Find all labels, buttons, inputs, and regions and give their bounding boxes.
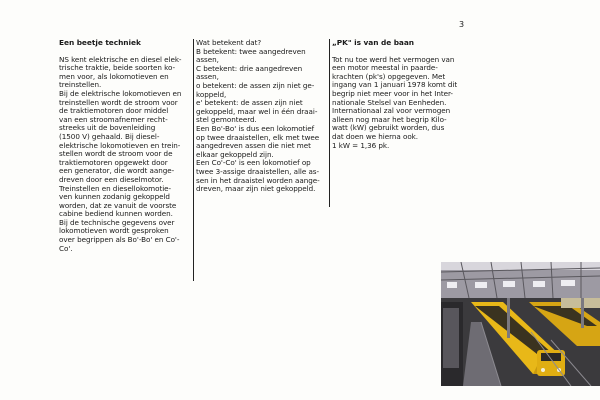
section-body-techniek: NS kent elektrische en diesel elek- trische traktie, beide soorten ko- men voor, als lokomotieven en treinstellen. Bij de elektrische lokomotieven en treinstellen wordt de stroom voor de traktiemotoren door middel van een stroomafnemer recht- streeks uit de bovenleiding (1500 V) gehaald. Bij diesel- elektrische lokomotieven en trein- stellen wordt de stroom voor de traktiemotoren opgewekt door een generator, die wordt aange- dreven door een dieselmotor. Treinstellen en diesellokomotie- ven kunnen zodanig gekoppeld worden, dat ze vanuit de voorste cabine bediend kunnen worden. Bij de technische gegevens over lokomotieven wordt gesproken over begrippen als Bo'-Bo' en Co'- Co'. (59, 54, 182, 253)
section-heading-techniek: Een beetje techniek (59, 38, 141, 47)
section-body-wat-betekent: Wat betekent dat? B betekent: twee aangedreven assen, C betekent: drie aangedreven assen, o betekent: de assen zijn niet ge- koppeld, e' betekent: de assen zijn niet gekoppeld, maar wel in één draai- stel gemonteerd. Een Bo'-Bo' is dus een lokomotief op twee draaistellen, elk met twee aangedreven assen die niet met elkaar gekoppeld zijn. Een Co'-Co' is een lokomotief op twee 3-assige draaistellen, alle as- sen in het draaistel worden aange- dreven, maar zijn niet gekoppeld. (196, 38, 320, 194)
train-depot-photo (441, 262, 600, 386)
column-pk (332, 39, 462, 150)
section-body-pk: Tot nu toe werd het vermogen van een motor meestal in paarde- krachten (pk's) opgegeven. Met ingang van 1 januari 1978 komt dit begrip niet meer voor in het Inter- nationale Stelsel van Eenheden. Internationaal zal voor vermogen alleen nog maar het begrip Kilo- watt (kW) gebruikt worden, dus dat doen we hierna ook. 1 kW = 1,36 pk. (332, 54, 458, 150)
column-divider (193, 39, 194, 281)
column-wat-betekent (196, 39, 330, 194)
page-number: 3 (459, 20, 465, 29)
section-heading-pk: „PK" is van de baan (332, 38, 415, 47)
column-techniek (59, 39, 190, 253)
